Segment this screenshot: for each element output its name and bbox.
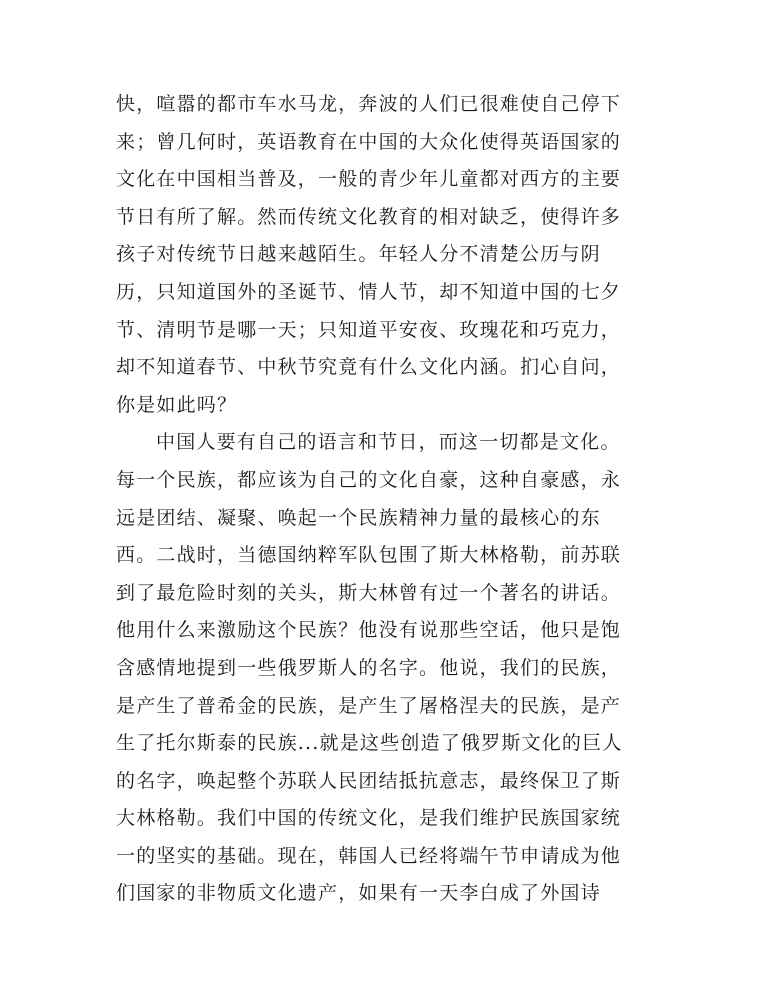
text-line: 节日有所了解。然而传统文化教育的相对缺乏，使得许多 xyxy=(116,205,622,228)
text-line: 孩子对传统节日越来越陌生。年轻人分不清楚公历与阴 xyxy=(116,243,601,266)
text-line: 节、清明节是哪一天；只知道平安夜、玫瑰花和巧克力， xyxy=(116,318,622,341)
text-line: 是产生了普希金的民族，是产生了屠格涅夫的民族，是产 xyxy=(116,694,622,717)
text-line: 一的坚实的基础。现在，韩国人已经将端午节申请成为他 xyxy=(116,844,622,867)
text-line: 到了最危险时刻的关头，斯大林曾有过一个著名的讲话。 xyxy=(116,581,622,604)
text-line: 每一个民族，都应该为自己的文化自豪，这种自豪感，永 xyxy=(116,468,622,491)
text-line: 含感情地提到一些俄罗斯人的名字。他说，我们的民族， xyxy=(116,656,622,679)
text-line: 历，只知道国外的圣诞节、情人节，却不知道中国的七夕 xyxy=(116,280,622,303)
text-line: 他用什么来激励这个民族？他没有说那些空话，他只是饱 xyxy=(116,619,622,642)
text-line: 的名字，唤起整个苏联人民团结抵抗意志，最终保卫了斯 xyxy=(116,769,622,792)
text-line: 远是团结、凝聚、唤起一个民族精神力量的最核心的东 xyxy=(116,506,601,529)
text-line: 大林格勒。我们中国的传统文化，是我们维护民族国家统 xyxy=(116,807,622,830)
text-line: 生了托尔斯泰的民族...就是这些创造了俄罗斯文化的巨人 xyxy=(116,732,623,755)
text-line: 你是如此吗？ xyxy=(116,393,238,416)
paragraph-first-line: 中国人要有自己的语言和节日，而这一切都是文化。 xyxy=(156,431,621,454)
document-body xyxy=(116,86,656,913)
text-line: 快，喧嚣的都市车水马龙，奔波的人们已很难使自己停下 xyxy=(116,93,622,115)
text-line: 来；曾几何时，英语教育在中国的大众化使得英语国家的 xyxy=(116,130,622,153)
text-line: 文化在中国相当普及，一般的青少年儿童都对西方的主要 xyxy=(116,168,622,191)
text-line: 却不知道春节、中秋节究竟有什么文化内涵。扪心自问， xyxy=(116,356,622,379)
text-line: 西。二战时，当德国纳粹军队包围了斯大林格勒，前苏联 xyxy=(116,544,622,567)
text-line: 们国家的非物质文化遗产，如果有一天李白成了外国诗 xyxy=(116,882,601,905)
